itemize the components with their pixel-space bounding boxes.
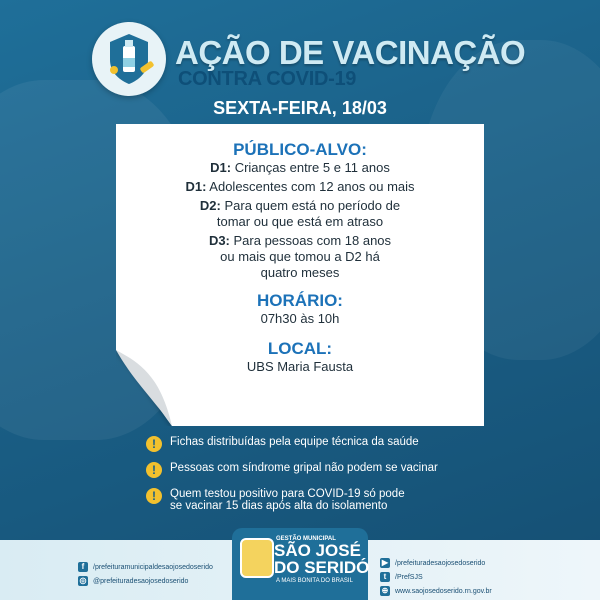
warning-icon: ! (146, 488, 162, 504)
facebook-link[interactable] (78, 562, 213, 572)
warning-item (146, 436, 419, 452)
event-date: SEXTA-FEIRA, 18/03 (213, 98, 387, 118)
note-content (116, 140, 484, 375)
twitter-link[interactable] (380, 572, 423, 582)
warning-item (146, 462, 438, 478)
d1-teens-line: D1: Adolescentes com 12 anos ou mais (185, 179, 415, 194)
facebook-handle: /prefeituramunicipaldesaojosedoserido (93, 563, 213, 571)
twitter-icon: t (380, 572, 390, 582)
website-link[interactable] (380, 586, 492, 596)
instagram-link[interactable] (78, 576, 188, 586)
warning-text-cont: se vacinar 15 dias após alta do isolamento (170, 500, 388, 512)
city-name: SÃO JOSÉ DO SERIDÓ (274, 541, 370, 577)
gestao-label: GESTÃO MUNICIPAL (276, 536, 336, 542)
local-heading: LOCAL: (267, 339, 333, 358)
youtube-link[interactable] (380, 558, 485, 568)
d3-line-cont: ou mais que tomou a D2 há (220, 249, 380, 264)
city-crest-icon (240, 538, 274, 578)
warning-icon: ! (146, 462, 162, 478)
local-value: UBS Maria Fausta (246, 359, 354, 374)
info-note (116, 124, 484, 426)
warning-text: Pessoas com síndrome gripal não podem se vacinar (170, 462, 438, 474)
twitter-handle: /PrefSJS (395, 573, 423, 581)
page-subtitle: CONTRA COVID-19 (178, 68, 357, 90)
warning-text: Quem testou positivo para COVID-19 só pode (170, 488, 405, 500)
facebook-icon: f (78, 562, 88, 572)
horario-heading: HORÁRIO: (257, 291, 343, 310)
horario-value: 07h30 às 10h (260, 311, 340, 326)
warning-text: Fichas distribuídas pela equipe técnica da saúde (170, 436, 419, 448)
instagram-handle: @prefeituradesaojosedoserido (93, 577, 189, 585)
youtube-handle: /prefeituradesaojosedoserido (395, 559, 486, 567)
website-url: www.saojosedoserido.rn.gov.br (395, 587, 492, 595)
instagram-icon: ◎ (79, 576, 87, 585)
d2-line: D2: Para quem está no período de (199, 198, 401, 213)
page-title: AÇÃO DE VACINAÇÃO (175, 34, 526, 71)
d2-line-cont: tomar ou que está em atraso (216, 214, 384, 229)
city-tagline: A MAIS BONITA DO BRASIL (276, 578, 353, 584)
publico-heading: PÚBLICO-ALVO: (233, 140, 367, 159)
warning-icon: ! (146, 436, 162, 452)
vaccine-shield-icon (92, 22, 166, 96)
d1-children-line: D1: Crianças entre 5 e 11 anos (210, 160, 390, 175)
d3-line-cont2: quatro meses (260, 265, 340, 280)
globe-icon: ⊕ (381, 586, 389, 595)
warning-item (146, 488, 405, 512)
d3-line: D3: Para pessoas com 18 anos (208, 233, 392, 248)
youtube-icon: ▶ (381, 558, 389, 567)
